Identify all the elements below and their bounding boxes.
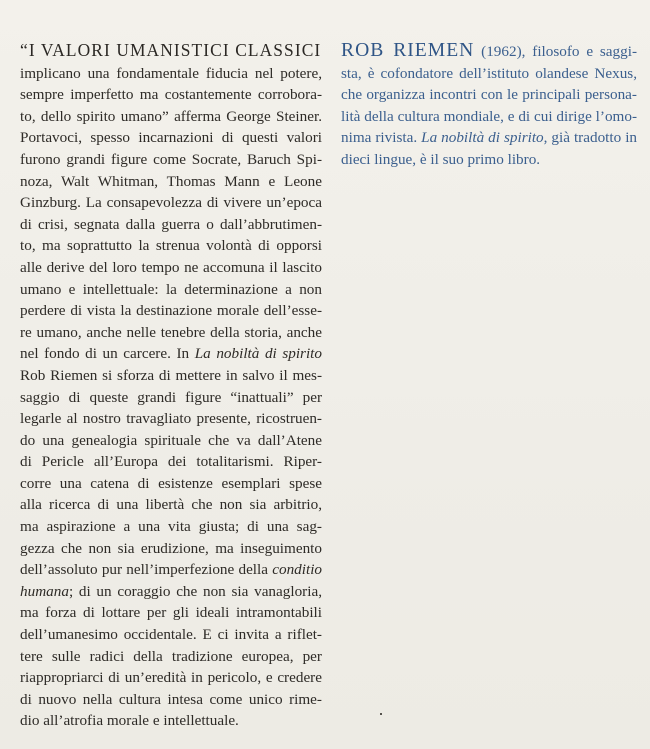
bio-line [341,40,637,63]
bio-text: (1962), filosofo e saggi- [474,43,638,60]
synopsis-column [20,40,322,732]
synopsis-line: alle derive del loro tempo ne accomuna il lascito [20,258,322,276]
synopsis-line [20,559,322,581]
synopsis-line: Ginzburg. La consapevolezza di vivere un’epoca [20,194,322,212]
synopsis-line [20,343,322,365]
synopsis-line [20,581,322,603]
synopsis-line: noza, Walt Whitman, Thomas Mann e Leone [20,172,322,190]
bio-line: dieci lingue, è il suo primo libro. [341,150,541,168]
synopsis-line: ma forza di lottare per gli ideali intramontabili [20,604,322,622]
synopsis-text: ; di un coraggio che non sia vanagloria, [68,582,322,600]
synopsis-line: di nuovo nella cultura intesa come unico rime- [20,690,322,708]
bio-line: che organizza incontri con le principali persona- [341,86,637,104]
synopsis-line: implicano una fondamentale fiducia nel potere, [20,64,322,82]
synopsis-line: legarle al nostro travagliato presente, ricostruen- [20,410,322,428]
synopsis-line: do una genealogia spirituale che va dall’Atene [20,431,322,449]
bio-line: lità della cultura mondiale, e di cui dirige l’omo- [341,107,637,125]
synopsis-text: nel fondo di un carcere. In [20,345,190,363]
synopsis-line: ma aspirazione a una vita giusta; di una sag- [20,518,322,536]
book-title-italic: La nobiltà di spirito [421,129,544,147]
synopsis-text: dell’assoluto pur nell’imperfezione della [20,561,268,579]
synopsis-line: riappropriarci di un’eredità in pericolo, e credere [20,669,322,687]
synopsis-line: to, ma soprattutto la strenua volontà di opporsi [20,237,322,255]
synopsis-line: corre una catena di esistenze esemplari spese [20,474,322,492]
synopsis-line: sempre imperfetto ma costantemente corrobora- [20,86,322,104]
synopsis-line: di crisi, segnata dalla guerra o dall’abbrutimen- [20,215,322,233]
humana-italic: humana [20,582,69,600]
synopsis-line: alla ricerca di una libertà che non sia arbitrio, [20,496,322,514]
print-dot [380,713,382,715]
conditio-italic: conditio [272,561,323,579]
synopsis-line: dell’umanesimo occidentale. E ci invita a riflet- [20,626,322,644]
synopsis-line: tere sulle radici della tradizione europea, per [20,647,322,665]
synopsis-heading: “I VALORI UMANISTICI CLASSICI [20,40,322,60]
bio-text: , già tradotto in [543,129,638,147]
synopsis-line: perdere di vista la destinazione morale dell’esse- [20,302,322,320]
synopsis-line: re umano, anche nelle tenebre della storia, anche [20,323,322,341]
author-bio-column [341,40,637,171]
synopsis-line: to, dello spirito umano” afferma George Steiner. [20,107,322,125]
bio-line: sta, è cofondatore dell’istituto olandese Nexus, [341,64,637,82]
synopsis-line: dio all’atrofia morale e intellettuale. [20,712,239,730]
synopsis-line: gezza che non sia erudizione, ma inseguimento [20,539,322,557]
bio-text: nima rivista. [341,129,418,147]
synopsis-line: di Pericle all’Europa dei totalitarismi. Riper- [20,453,322,471]
book-title-italic: La nobiltà di spirito [194,345,322,363]
synopsis-line: furono grandi figure come Socrate, Baruch Spi- [20,150,322,168]
synopsis-line: umano e intellettuale: la determinazione a non [20,280,322,298]
synopsis-line: Rob Riemen si sforza di mettere in salvo il mes- [20,366,322,384]
synopsis-line: saggio di queste grandi figure “inattuali” per [20,388,322,406]
bio-line [341,127,637,149]
synopsis-line: Portavoci, spesso incarnazioni di questi valori [20,129,322,147]
author-name: ROB RIEMEN [341,40,475,61]
